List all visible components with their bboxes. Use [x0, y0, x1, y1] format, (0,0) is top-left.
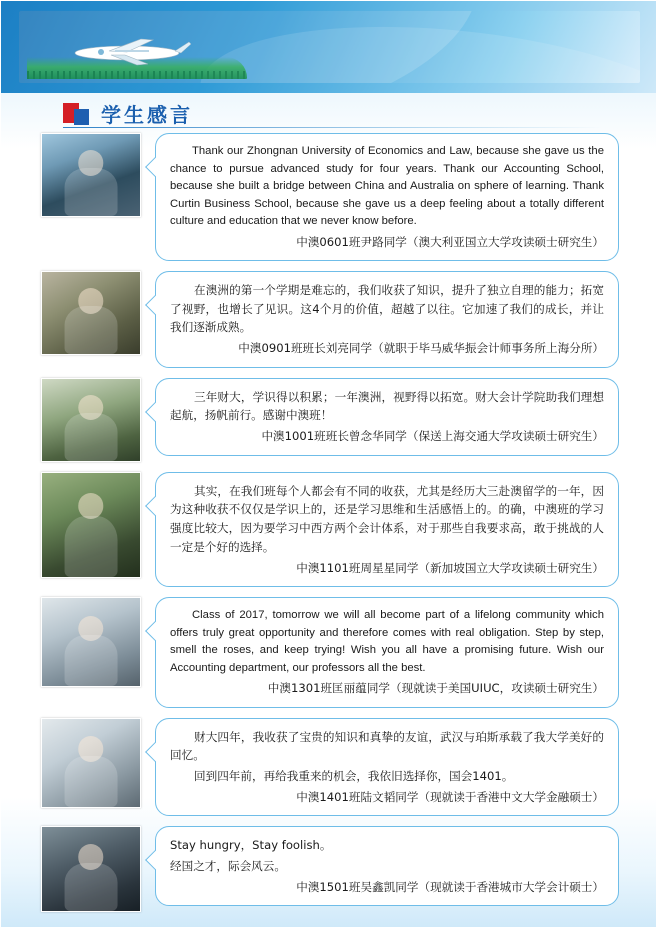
page-title: 学生感言 — [101, 103, 193, 127]
testimonial-list — [41, 133, 619, 922]
testimonial-paragraph: 财大四年，我收获了宝贵的知识和真挚的友谊，武汉与珀斯承载了我大学美好的回忆。 — [170, 729, 604, 763]
testimonial-bubble — [155, 472, 619, 588]
heading-divider — [63, 127, 603, 128]
banner-inner — [19, 11, 640, 83]
testimonial-item — [41, 597, 619, 707]
testimonial-paragraph: 其实，在我们班每个人都会有不同的收获，尤其是经历大三赴澳留学的一年，因为这种收获不仅仅是学识上的，还是学习思维和生活感悟上的。的确，中澳班的学习强度比较大，因为要学习中西方两个会计体系，对于那些自我要求高，敢于挑战的人一定是个好的选择。 — [170, 483, 604, 554]
photo-portrait-body — [65, 413, 118, 461]
heading-mark-icon — [63, 101, 89, 127]
testimonial-bubble — [155, 378, 619, 456]
student-photo-7 — [41, 826, 141, 912]
testimonial-signature: 中澳1401班陆文韬同学（现就读于香港中文大学金融硕士） — [296, 789, 604, 804]
heading-mark-blue — [74, 109, 89, 125]
testimonial-signature: 中澳0901班班长刘亮同学（就职于毕马威华振会计师事务所上海分所） — [238, 341, 604, 356]
testimonial-item — [41, 133, 619, 261]
testimonial-signature: 中澳1501班吴鑫凯同学（现就读于香港城市大学会计硕士） — [296, 879, 604, 894]
testimonial-signature: 中澳1101班周星星同学（新加坡国立大学攻读硕士研究生） — [296, 560, 604, 575]
testimonial-bubble — [155, 133, 619, 261]
photo-image — [42, 719, 140, 807]
testimonial-item — [41, 826, 619, 912]
page-banner — [1, 1, 657, 93]
photo-portrait-body — [65, 168, 118, 216]
photo-portrait-body — [65, 306, 118, 354]
testimonial-item — [41, 472, 619, 588]
photo-portrait-body — [65, 516, 118, 576]
student-photo-2 — [41, 271, 141, 355]
testimonial-signature: 中澳1001班班长曾念华同学（保送上海交通大学攻读硕士研究生） — [261, 429, 604, 444]
testimonial-item — [41, 271, 619, 368]
photo-image — [42, 134, 140, 216]
testimonial-paragraph: 回到四年前，再给我重来的机会，我依旧选择你，国会1401。 — [194, 769, 514, 784]
photo-portrait-body — [65, 635, 118, 686]
photo-image — [42, 379, 140, 461]
testimonial-signature: 中澳1301班匡丽蕴同学（现就读于美国UIUC，攻读硕士研究生） — [267, 681, 604, 696]
student-photo-5 — [41, 597, 141, 687]
section-heading — [63, 99, 193, 128]
testimonial-bubble — [155, 826, 619, 906]
student-photo-6 — [41, 718, 141, 808]
testimonial-paragraph: 经国之才，际会风云。 — [170, 859, 286, 874]
testimonial-bubble — [155, 597, 619, 707]
testimonial-bubble — [155, 271, 619, 368]
testimonial-paragraph: Class of 2017, tomorrow we will all become part of a lifelong community which offers truly great opportunity and therefore comes with real obligation. Step by step, smell the roses, and keep trying! Wish you all have a promising future. Wish our Accounting department, our professors all the best. — [170, 609, 604, 674]
student-photo-4 — [41, 472, 141, 578]
photo-portrait-head — [78, 493, 103, 518]
testimonial-paragraph: 在澳洲的第一个学期是难忘的，我们收获了知识，提升了独立自理的能力；拓宽了视野，也增长了见识。这4个月的价值，超越了以往。它加速了我们的成长，并让我们逐渐成熟。 — [170, 282, 604, 335]
photo-image — [42, 827, 140, 911]
photo-image — [42, 272, 140, 354]
testimonial-paragraph: Stay hungry，Stay foolish。 — [170, 838, 332, 853]
photo-portrait-body — [65, 863, 118, 912]
testimonial-item — [41, 378, 619, 462]
photo-portrait-body — [65, 756, 118, 807]
testimonial-bubble — [155, 718, 619, 817]
testimonial-signature: 中澳0601班尹路同学（澳大利亚国立大学攻读硕士研究生） — [296, 234, 604, 249]
photo-image — [42, 598, 140, 686]
student-photo-1 — [41, 133, 141, 217]
airplane-icon — [49, 27, 199, 75]
student-photo-3 — [41, 378, 141, 462]
testimonial-paragraph: 三年财大，学识得以积累；一年澳洲，视野得以拓宽。财大会计学院助我们理想起航，扬帆前行。感谢中澳班！ — [170, 389, 604, 423]
photo-image — [42, 473, 140, 577]
testimonial-item — [41, 718, 619, 817]
testimonial-paragraph: Thank our Zhongnan University of Economics and Law, because she gave us the chance to pursue advanced study for four years. Thank our Accounting School, because she built a bridge between China and Australia on sphere of learning. Thank Curtin Business School, because she gave us a deep feeling about a totally different culture and education that we never know before. — [170, 145, 604, 227]
